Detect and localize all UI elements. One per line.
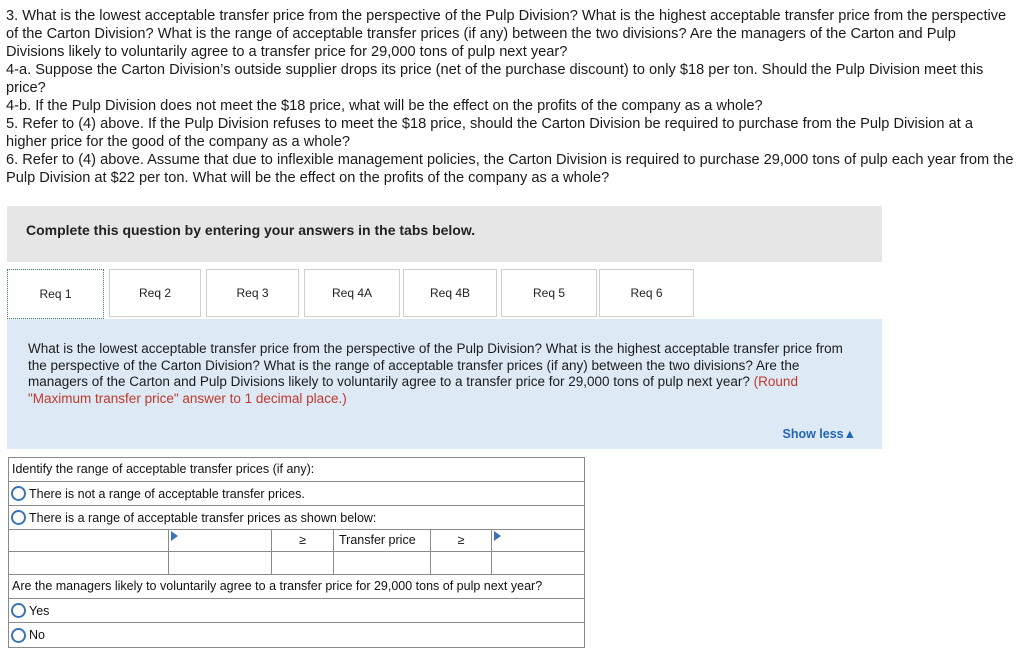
instructions-title: Complete this question by entering your answers in the tabs below.: [26, 222, 476, 238]
agree-prompt: Are the managers likely to voluntarily agree to a transfer price for 29,000 tons of pulp next year?: [12, 579, 543, 593]
range-prompt-row: [9, 458, 584, 482]
blank-cell: [169, 552, 272, 575]
instructions-header: [7, 206, 882, 262]
ge-symbol: ≥: [299, 533, 306, 547]
intro-paragraph-6: 6. Refer to (4) above. Assume that due to inflexible management policies, the Carton Division is required to purchase 29,000 tons of pulp each year from the Pulp Division at $22 per ton. What will be the effect on the profits of the company as a whole?: [6, 152, 1014, 186]
option-yes-label: Yes: [29, 603, 50, 618]
intro-paragraph-4b: 4-b. If the Pulp Division does not meet the $18 price, what will be the effect on the profits of the company as a whole?: [6, 98, 763, 114]
blank-cell: [272, 552, 334, 575]
blank-cell: [431, 552, 492, 575]
range-spacer-cell: [9, 530, 169, 552]
input-marker-icon: [494, 531, 501, 541]
tab-label: Req 5: [532, 286, 566, 300]
maximum-price-input[interactable]: [492, 530, 584, 552]
requirement-tabs: [7, 269, 697, 319]
tab-label: Req 1: [39, 287, 72, 301]
ge-symbol: ≥: [457, 533, 465, 547]
option-no-row[interactable]: [9, 623, 584, 647]
tab-label: Req 4B: [429, 286, 471, 300]
tab-req-4b[interactable]: [403, 269, 497, 317]
tab-req-6[interactable]: [599, 269, 694, 317]
question-body: What is the lowest acceptable transfer price from the perspective of the Pulp Division? What is the highest acceptable transfer price from the perspective of the Carton Division? What is the range of acceptable transfer prices (if any) between the two divisions? Are the managers of the Carton and Pulp Divisions likely to voluntarily agree to a transfer price for 29,000 tons of pulp next year?: [28, 341, 843, 389]
radio-range[interactable]: [11, 510, 26, 525]
show-less-link[interactable]: [782, 427, 856, 441]
radio-yes[interactable]: [11, 603, 26, 618]
tab-req-3[interactable]: [206, 269, 299, 317]
tab-label: Req 3: [236, 286, 269, 300]
range-blank-row: [9, 552, 584, 575]
ge-symbol-cell-1: [272, 530, 334, 552]
minimum-price-input[interactable]: [169, 530, 272, 552]
tab-req-4a[interactable]: [304, 269, 400, 317]
triangle-up-icon: ▲: [843, 427, 856, 441]
show-less-label: Show less: [782, 427, 844, 441]
blank-cell: [334, 552, 431, 575]
question-text: [28, 341, 858, 407]
answer-table: [8, 457, 585, 648]
ge-symbol-cell-2: [431, 530, 492, 552]
intro-paragraph-4a: 4-a. Suppose the Carton Division’s outside supplier drops its price (net of the purchase discount) to only $18 per ton. Should the Pulp Division meet this price?: [6, 62, 984, 96]
radio-no[interactable]: [11, 628, 26, 643]
option-no-range-row[interactable]: [9, 482, 584, 506]
rounding-note: (Round "Maximum transfer price" answer to 1 decimal place.): [28, 374, 798, 406]
tab-label: Req 2: [138, 286, 172, 300]
tab-req-1[interactable]: [7, 269, 104, 319]
option-range-label: There is a range of acceptable transfer prices as shown below:: [29, 510, 377, 525]
option-yes-row[interactable]: [9, 599, 584, 623]
blank-cell: [9, 552, 169, 575]
option-no-label: No: [29, 628, 45, 642]
tab-req-5[interactable]: [501, 269, 597, 317]
intro-paragraph-5: 5. Refer to (4) above. If the Pulp Division refuses to meet the $18 price, should the Carton Division be required to purchase from the Pulp Division at a higher price for the good of the company as a whole?: [6, 116, 973, 150]
transfer-price-cell: [334, 530, 431, 552]
transfer-price-label: Transfer price: [339, 533, 416, 547]
blank-cell: [492, 552, 584, 575]
option-no-range-label: There is not a range of acceptable transfer prices.: [29, 486, 305, 501]
option-range-row[interactable]: [9, 506, 584, 530]
question-panel: [7, 319, 882, 449]
tab-label: Req 4A: [331, 286, 373, 300]
problem-statement: [6, 7, 1016, 187]
tab-label: Req 6: [630, 286, 663, 300]
range-input-row: [9, 530, 584, 552]
range-prompt: Identify the range of acceptable transfer prices (if any):: [12, 462, 315, 476]
radio-no-range[interactable]: [11, 486, 26, 501]
agree-prompt-row: [9, 575, 584, 599]
input-marker-icon: [171, 531, 178, 541]
intro-paragraph-3: 3. What is the lowest acceptable transfer price from the perspective of the Pulp Division? What is the highest acceptable transfer price from the perspective of the Carton Division? What is the range of acceptable transfer prices (if any) between the two divisions? Are the managers of the Carton and Pulp Divisions likely to voluntarily agree to a transfer price for 29,000 tons of pulp next year?: [6, 8, 1007, 60]
tab-req-2[interactable]: [109, 269, 201, 317]
